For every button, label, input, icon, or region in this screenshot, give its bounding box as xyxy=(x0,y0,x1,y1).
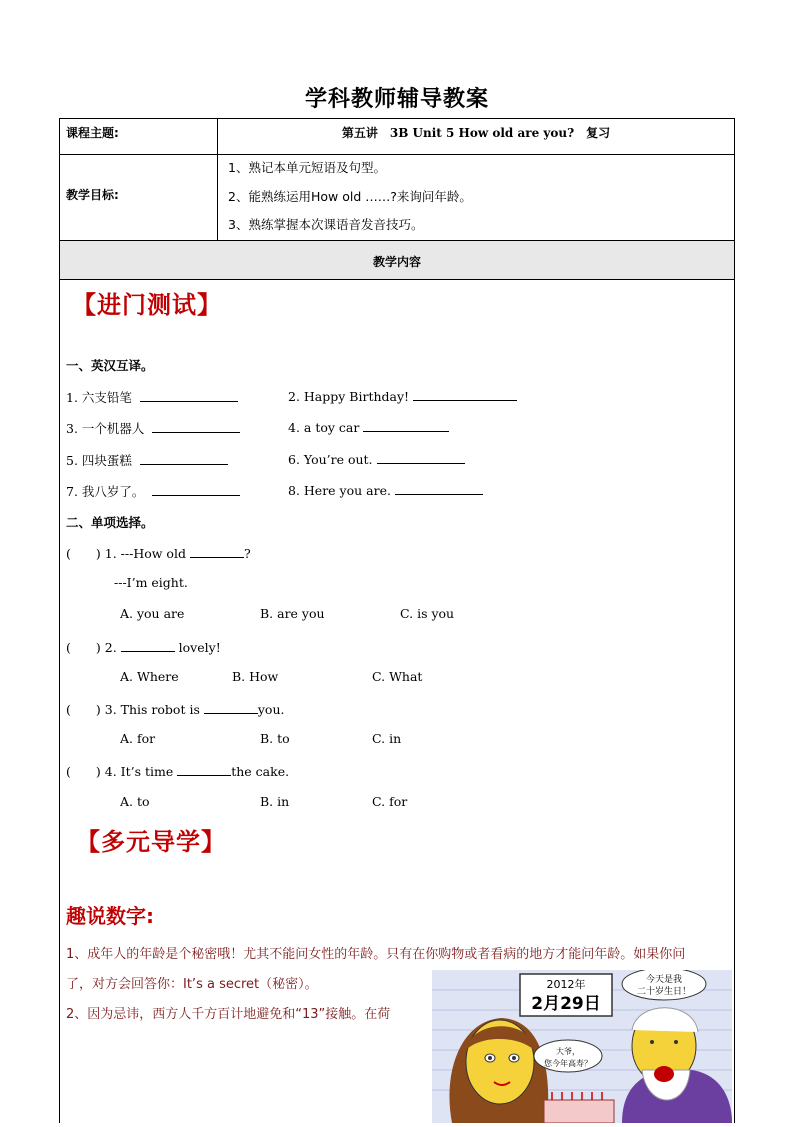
calendar-year: 2012年 xyxy=(546,978,586,991)
choice-question-3: ( ) 3. This robot is you. xyxy=(66,702,285,717)
objective-3: 3、熟练掌握本次课语音发音技巧。 xyxy=(228,217,424,232)
choice-3-option-a[interactable]: A. for xyxy=(120,731,156,746)
choice-question-4: ( ) 4. It’s time the cake. xyxy=(66,764,290,779)
answer-blank[interactable] xyxy=(140,389,238,402)
choice-3-option-c[interactable]: C. in xyxy=(372,731,402,746)
objectives-row xyxy=(60,155,734,241)
objective-2: 2、能熟练运用How old ……?来询问年龄。 xyxy=(228,189,472,204)
cartoon-illustration-icon xyxy=(432,970,732,1123)
bubble-left-line-2: 您今年高寿？ xyxy=(544,1059,592,1068)
content-header-row xyxy=(60,241,734,280)
objectives-label: 教学目标: xyxy=(66,188,119,202)
choice-3-option-b[interactable]: B. to xyxy=(260,731,290,746)
answer-blank[interactable] xyxy=(377,451,465,464)
fun-numbers-title: 趣说数字: xyxy=(66,904,154,928)
translate-item-6: 6. You’re out. xyxy=(288,451,465,467)
paragraph-1-line-1: 1、成年人的年龄是个秘密哦！尤其不能问女性的年龄。只有在你购物或者看病的地方才能问年龄。如果你问 xyxy=(66,947,686,962)
paragraph-2: 2、因为忌讳，西方人千方百计地避免和“13”接触。在荷 xyxy=(66,1007,391,1022)
answer-blank[interactable] xyxy=(152,483,240,496)
answer-blank[interactable] xyxy=(204,701,258,714)
choice-2-option-c[interactable]: C. What xyxy=(372,669,423,684)
bubble-right-line-2: 二十岁生日！ xyxy=(636,987,692,997)
translate-item-5: 5. 四块蛋糕 xyxy=(66,451,228,469)
bubble-left-line-1: 大爷， xyxy=(556,1047,580,1056)
choice-4-option-a[interactable]: A. to xyxy=(120,794,150,809)
topic-value: 第五讲 3B Unit 5 How old are you? 复习 xyxy=(341,126,611,140)
choice-4-option-c[interactable]: C. for xyxy=(372,794,408,809)
topic-label: 课程主题: xyxy=(66,126,119,140)
choice-question-1: ( ) 1. ---How old ? xyxy=(66,546,251,561)
choice-2-option-a[interactable]: A. Where xyxy=(120,669,179,684)
translate-item-7: 7. 我八岁了。 xyxy=(66,482,240,500)
translate-item-3: 3. 一个机器人 xyxy=(66,419,240,437)
objective-1: 1、熟记本单元短语及句型。 xyxy=(228,160,386,175)
answer-blank[interactable] xyxy=(363,419,449,432)
answer-blank[interactable] xyxy=(140,452,228,465)
guided-heading: 【多元导学】 xyxy=(76,828,226,856)
answer-blank[interactable] xyxy=(121,639,175,652)
choice-1-option-c[interactable]: C. is you xyxy=(400,606,455,621)
choice-2-option-b[interactable]: B. How xyxy=(232,669,279,684)
translate-item-2: 2. Happy Birthday! xyxy=(288,388,517,404)
translate-item-1: 1. 六支铅笔 xyxy=(66,388,238,406)
part1-title: 一、英汉互译。 xyxy=(66,358,154,373)
entry-test-heading: 【进门测试】 xyxy=(72,291,222,319)
topic-row xyxy=(60,119,734,155)
answer-blank[interactable] xyxy=(152,420,240,433)
translate-item-8: 8. Here you are. xyxy=(288,482,483,498)
answer-blank[interactable] xyxy=(190,545,244,558)
paragraph-1-line-2: 了，对方会回答你：It’s a secret（秘密）。 xyxy=(66,977,318,992)
answer-blank[interactable] xyxy=(395,482,483,495)
part2-title: 二、单项选择。 xyxy=(66,515,154,530)
translate-item-4: 4. a toy car xyxy=(288,419,449,435)
content-label: 教学内容 xyxy=(372,255,421,269)
choice-4-option-b[interactable]: B. in xyxy=(260,794,290,809)
choice-1-answer-line: ---I’m eight. xyxy=(114,575,188,590)
bubble-right-line-1: 今天是我 xyxy=(645,975,683,985)
choice-1-option-a[interactable]: A. you are xyxy=(120,606,185,621)
choice-question-2: ( ) 2. lovely! xyxy=(66,640,221,655)
choice-1-option-b[interactable]: B. are you xyxy=(260,606,325,621)
calendar-date: 2月29日 xyxy=(531,994,601,1014)
answer-blank[interactable] xyxy=(413,388,517,401)
answer-blank[interactable] xyxy=(177,763,231,776)
page-title: 学科教师辅导教案 xyxy=(304,87,489,112)
